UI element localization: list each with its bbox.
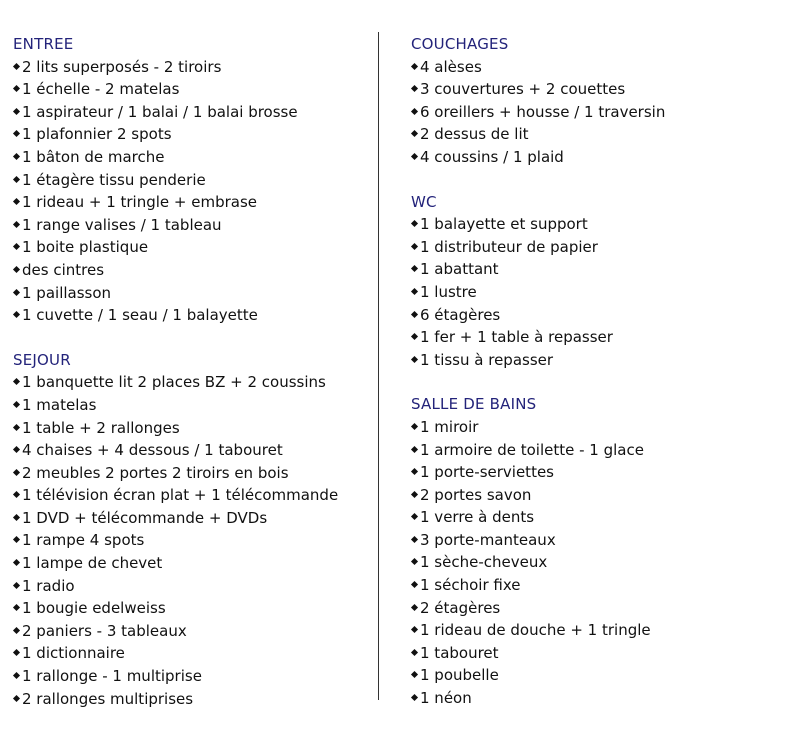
section-couchages bbox=[411, 33, 791, 169]
diamond-bullet-icon bbox=[411, 243, 418, 250]
diamond-bullet-icon bbox=[13, 514, 20, 521]
list-item bbox=[13, 169, 373, 192]
diamond-bullet-icon bbox=[411, 265, 418, 272]
list-item bbox=[13, 552, 373, 575]
list-item bbox=[411, 78, 791, 101]
list-item bbox=[411, 101, 791, 124]
diamond-bullet-icon bbox=[411, 333, 418, 340]
list-item-text: 1 aspirateur / 1 balai / 1 balai brosse bbox=[22, 102, 298, 121]
list-item-text: 1 radio bbox=[22, 576, 75, 595]
list-item-text: 1 poubelle bbox=[420, 666, 499, 685]
diamond-bullet-icon bbox=[411, 604, 418, 611]
diamond-bullet-icon bbox=[13, 221, 20, 228]
left-column bbox=[13, 33, 373, 732]
list-item bbox=[13, 665, 373, 688]
section-title: COUCHAGES bbox=[411, 35, 509, 53]
list-item bbox=[13, 371, 373, 394]
list-item-text: 1 banquette lit 2 places BZ + 2 coussins bbox=[22, 373, 326, 392]
list-item bbox=[13, 484, 373, 507]
list-item-text: 2 lits superposés - 2 tiroirs bbox=[22, 57, 222, 76]
section-title: SALLE DE BAINS bbox=[411, 395, 537, 414]
section-salle-de-bains bbox=[411, 393, 791, 709]
diamond-bullet-icon bbox=[411, 671, 418, 678]
list-item-text: 1 distributeur de papier bbox=[420, 237, 598, 256]
list-item-text: 1 balayette et support bbox=[420, 215, 588, 234]
list-item bbox=[411, 213, 791, 236]
list-item-text: 2 meubles 2 portes 2 tiroirs en bois bbox=[22, 463, 289, 482]
list-item-text: 3 porte-manteaux bbox=[420, 530, 556, 549]
diamond-bullet-icon bbox=[13, 108, 20, 115]
list-item bbox=[411, 574, 791, 597]
list-item bbox=[13, 620, 373, 643]
list-item-text: 4 alèses bbox=[420, 57, 482, 76]
list-item bbox=[13, 439, 373, 462]
list-item-text: 2 paniers - 3 tableaux bbox=[22, 621, 187, 640]
list-item bbox=[13, 529, 373, 552]
right-column bbox=[411, 33, 791, 732]
diamond-bullet-icon bbox=[13, 401, 20, 408]
list-item bbox=[411, 56, 791, 79]
list-item bbox=[13, 146, 373, 169]
list-item-text: 1 étagère tissu penderie bbox=[22, 170, 206, 189]
list-item-text: 1 sèche-cheveux bbox=[420, 553, 548, 572]
list-item-text: 1 paillasson bbox=[22, 283, 112, 302]
list-item bbox=[411, 664, 791, 687]
list-item bbox=[411, 304, 791, 327]
list-item-text: 1 armoire de toilette - 1 glace bbox=[420, 440, 644, 459]
list-item bbox=[13, 214, 373, 237]
list-item-text: 1 échelle - 2 matelas bbox=[22, 80, 180, 99]
list-item-text: 1 miroir bbox=[420, 417, 479, 436]
section-entree bbox=[13, 33, 373, 327]
diamond-bullet-icon bbox=[13, 559, 20, 566]
list-item-text: 6 oreillers + housse / 1 traversin bbox=[420, 102, 666, 121]
list-item-text: 1 matelas bbox=[22, 395, 97, 414]
list-item bbox=[13, 642, 373, 665]
list-item bbox=[13, 575, 373, 598]
list-item bbox=[411, 258, 791, 281]
diamond-bullet-icon bbox=[411, 423, 418, 430]
diamond-bullet-icon bbox=[411, 85, 418, 92]
diamond-bullet-icon bbox=[411, 153, 418, 160]
diamond-bullet-icon bbox=[411, 626, 418, 633]
diamond-bullet-icon bbox=[13, 536, 20, 543]
list-item bbox=[411, 597, 791, 620]
list-item bbox=[411, 484, 791, 507]
list-item bbox=[411, 281, 791, 304]
list-item bbox=[411, 687, 791, 710]
list-item bbox=[13, 123, 373, 146]
diamond-bullet-icon bbox=[13, 85, 20, 92]
list-item bbox=[411, 461, 791, 484]
list-item bbox=[13, 597, 373, 620]
list-item-text: 1 tissu à repasser bbox=[420, 350, 554, 369]
list-item-text: 1 rideau + 1 tringle + embrase bbox=[22, 193, 258, 212]
diamond-bullet-icon bbox=[411, 63, 418, 70]
diamond-bullet-icon bbox=[411, 649, 418, 656]
list-item-text: 1 bougie edelweiss bbox=[22, 599, 166, 618]
list-item-text: 1 néon bbox=[420, 689, 472, 708]
list-item bbox=[411, 551, 791, 574]
list-item bbox=[411, 349, 791, 372]
list-item-text: 4 coussins / 1 plaid bbox=[420, 147, 564, 166]
list-item-text: 1 séchoir fixe bbox=[420, 576, 521, 595]
list-item-text: 1 cuvette / 1 seau / 1 balayette bbox=[22, 306, 258, 325]
list-item bbox=[411, 439, 791, 462]
list-item-text: 1 verre à dents bbox=[420, 508, 535, 527]
diamond-bullet-icon bbox=[411, 558, 418, 565]
list-item bbox=[13, 259, 373, 282]
diamond-bullet-icon bbox=[13, 311, 20, 318]
diamond-bullet-icon bbox=[13, 243, 20, 250]
list-item-text: 1 fer + 1 table à repasser bbox=[420, 328, 613, 347]
list-item-text: 1 rallonge - 1 multiprise bbox=[22, 667, 202, 686]
list-item bbox=[13, 417, 373, 440]
diamond-bullet-icon bbox=[13, 176, 20, 183]
list-item-text: 1 bâton de marche bbox=[22, 147, 165, 166]
list-item-text: des cintres bbox=[22, 260, 105, 279]
list-item-text: 1 tabouret bbox=[420, 643, 499, 662]
diamond-bullet-icon bbox=[13, 378, 20, 385]
diamond-bullet-icon bbox=[13, 695, 20, 702]
list-item bbox=[13, 78, 373, 101]
list-item bbox=[411, 642, 791, 665]
diamond-bullet-icon bbox=[13, 491, 20, 498]
list-item-text: 1 table + 2 rallonges bbox=[22, 418, 180, 437]
diamond-bullet-icon bbox=[411, 581, 418, 588]
list-item bbox=[411, 236, 791, 259]
diamond-bullet-icon bbox=[13, 649, 20, 656]
list-item bbox=[411, 506, 791, 529]
column-divider bbox=[378, 32, 379, 700]
list-item-text: 1 lustre bbox=[420, 282, 477, 301]
diamond-bullet-icon bbox=[13, 130, 20, 137]
diamond-bullet-icon bbox=[411, 445, 418, 452]
list-item-text: 2 étagères bbox=[420, 598, 501, 617]
list-item bbox=[13, 282, 373, 305]
list-item bbox=[13, 507, 373, 530]
diamond-bullet-icon bbox=[411, 468, 418, 475]
list-item-text: 1 plafonnier 2 spots bbox=[22, 125, 172, 144]
diamond-bullet-icon bbox=[13, 469, 20, 476]
diamond-bullet-icon bbox=[411, 356, 418, 363]
list-item-text: 1 abattant bbox=[420, 260, 499, 279]
diamond-bullet-icon bbox=[13, 672, 20, 679]
list-item-text: 1 range valises / 1 tableau bbox=[22, 215, 222, 234]
list-item-text: 1 boite plastique bbox=[22, 238, 149, 257]
diamond-bullet-icon bbox=[411, 130, 418, 137]
section-sejour bbox=[13, 349, 373, 711]
diamond-bullet-icon bbox=[13, 423, 20, 430]
section-title: SEJOUR bbox=[13, 350, 71, 369]
list-item bbox=[411, 619, 791, 642]
list-item-text: 2 rallonges multiprises bbox=[22, 689, 194, 708]
diamond-bullet-icon bbox=[411, 536, 418, 543]
list-item-text: 1 dictionnaire bbox=[22, 644, 125, 663]
diamond-bullet-icon bbox=[13, 153, 20, 160]
list-item bbox=[13, 688, 373, 711]
list-item bbox=[13, 191, 373, 214]
list-item bbox=[13, 304, 373, 327]
list-item-text: 4 chaises + 4 dessous / 1 tabouret bbox=[22, 441, 283, 460]
diamond-bullet-icon bbox=[13, 288, 20, 295]
section-wc bbox=[411, 191, 791, 372]
list-item bbox=[411, 416, 791, 439]
diamond-bullet-icon bbox=[411, 513, 418, 520]
list-item bbox=[13, 56, 373, 79]
list-item bbox=[411, 326, 791, 349]
list-item bbox=[411, 529, 791, 552]
diamond-bullet-icon bbox=[13, 446, 20, 453]
diamond-bullet-icon bbox=[13, 63, 20, 70]
diamond-bullet-icon bbox=[13, 198, 20, 205]
list-item bbox=[13, 462, 373, 485]
section-title: ENTREE bbox=[13, 35, 74, 53]
section-title: WC bbox=[411, 192, 437, 211]
list-item-text: 1 porte-serviettes bbox=[420, 463, 554, 482]
list-item-text: 2 dessus de lit bbox=[420, 125, 529, 144]
list-item bbox=[13, 236, 373, 259]
diamond-bullet-icon bbox=[411, 220, 418, 227]
list-item-text: 1 télévision écran plat + 1 télécommande bbox=[22, 486, 339, 505]
list-item-text: 1 rampe 4 spots bbox=[22, 531, 145, 550]
list-item-text: 1 lampe de chevet bbox=[22, 554, 163, 573]
diamond-bullet-icon bbox=[13, 627, 20, 634]
list-item-text: 1 rideau de douche + 1 tringle bbox=[420, 621, 651, 640]
list-item-text: 6 étagères bbox=[420, 305, 501, 324]
list-item-text: 3 couvertures + 2 couettes bbox=[420, 80, 626, 99]
list-item-text: 2 portes savon bbox=[420, 485, 532, 504]
diamond-bullet-icon bbox=[411, 108, 418, 115]
list-item-text: 1 DVD + télécommande + DVDs bbox=[22, 508, 268, 527]
diamond-bullet-icon bbox=[411, 288, 418, 295]
list-item bbox=[13, 394, 373, 417]
list-item bbox=[13, 101, 373, 124]
diamond-bullet-icon bbox=[411, 310, 418, 317]
diamond-bullet-icon bbox=[13, 582, 20, 589]
list-item bbox=[411, 146, 791, 169]
diamond-bullet-icon bbox=[411, 694, 418, 701]
diamond-bullet-icon bbox=[13, 266, 20, 273]
list-item bbox=[411, 123, 791, 146]
diamond-bullet-icon bbox=[13, 604, 20, 611]
diamond-bullet-icon bbox=[411, 491, 418, 498]
